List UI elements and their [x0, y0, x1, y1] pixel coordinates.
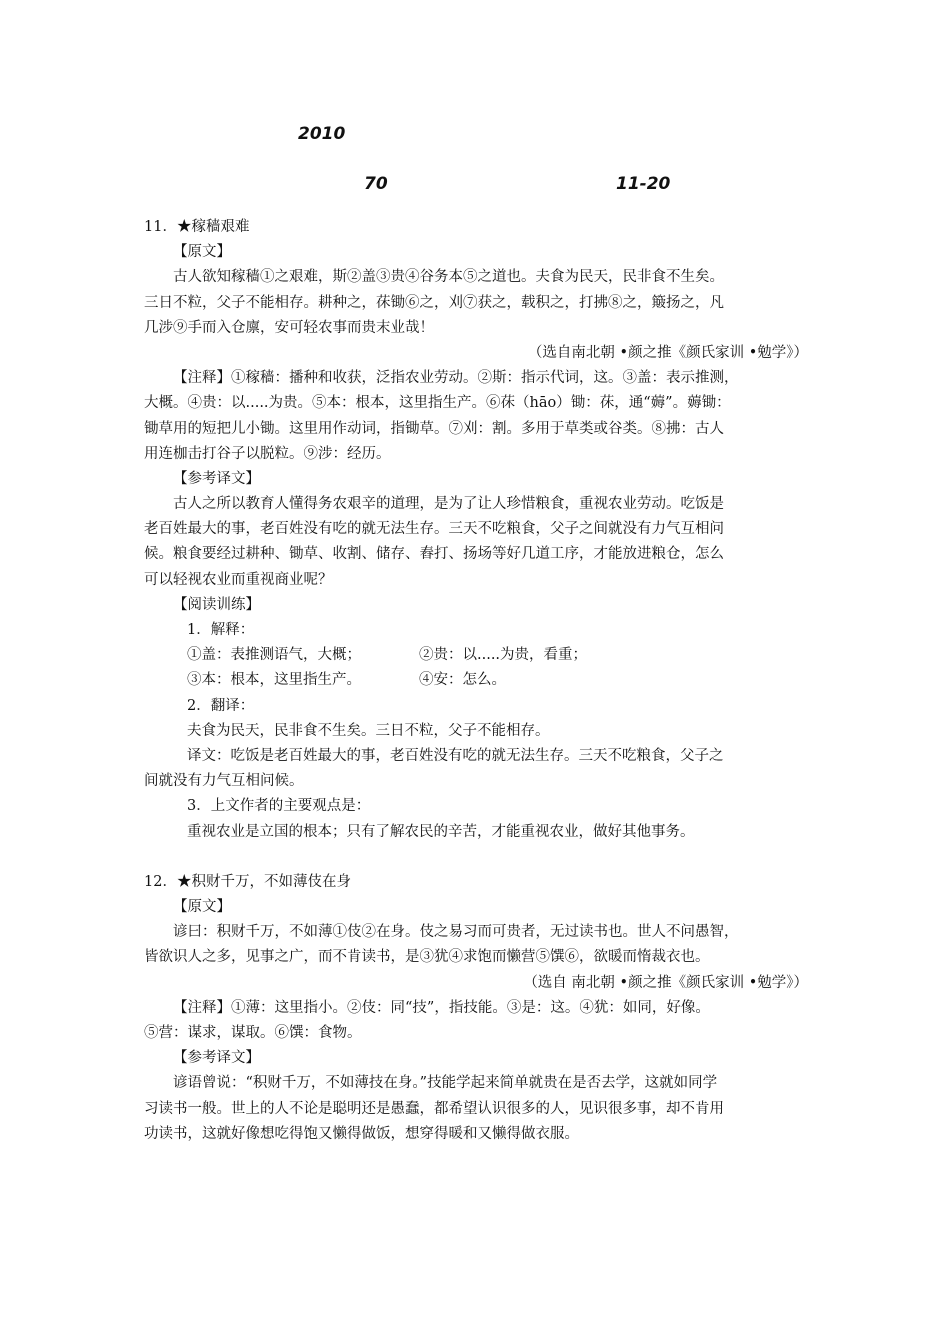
question-1-answer-row [144, 668, 808, 693]
section-11-yuanwen-label: 【原文】 [173, 244, 231, 261]
section-11-training-label: 【阅读训练】 [173, 596, 260, 613]
section-12-notes-line: ⑤营：谋求，谋取。⑥馔：食物。 [144, 1025, 362, 1041]
question-2-answer-line: 译文：吃饭是老百姓最大的事，老百姓没有吃的就无法生存。三天不吃粮食，父子之 [187, 747, 724, 764]
section-12-yuanwen-label: 【原文】 [173, 899, 231, 916]
section-11-notes-line: 锄草用的短把儿小锄。这里用作动词，指锄草。⑦刈：割。多用于草类或谷类。⑧拂：古人 [144, 420, 724, 437]
section-11-translation-line: 可以轻视农业而重视商业呢？ [144, 571, 333, 588]
section-12-source: （选自 南北朝 •颜之推《颜氏家训 •勉学》） [523, 974, 808, 991]
section-11-title: 11．★稼穑艰难 [144, 219, 250, 235]
section-12-yuanwen-line: 皆欲识人之多，见事之广，而不肯读书，是③犹④求饱而懒营⑤馔⑥，欲暖而惰裁衣也。 [144, 949, 710, 966]
section-12-translation-label: 【参考译文】 [173, 1050, 260, 1067]
section-11-translation-line: 古人之所以教育人懂得务农艰辛的道理，是为了让人珍惜粮食，重视农业劳动。吃饭是 [173, 496, 724, 513]
section-11-translation-line: 老百姓最大的事，老百姓没有吃的就无法生存。三天不吃粮食，父子之间就没有力气互相问 [144, 521, 724, 538]
section-12-yuanwen-line: 谚曰：积财千万，不如薄①伎②在身。伎之易习而可贵者，无过读书也。世人不问愚智， [173, 924, 739, 941]
header-count: 70 [364, 174, 388, 194]
question-2-answer-line: 间就没有力气互相问候。 [144, 773, 304, 790]
header-range: 11-20 [616, 174, 671, 194]
section-12-translation-line: 谚语曾说：“积财千万，不如薄技在身。”技能学起来简单就贵在是否去学，这就如同学 [173, 1075, 718, 1092]
section-12-translation-line: 功读书，这就好像想吃得饱又懒得做饭，想穿得暖和又懒得做衣服。 [144, 1125, 579, 1142]
section-12-notes-line: 【注释】①薄：这里指小。②伎：同“技”，指技能。③是：这。④犹：如同，好像。 [173, 999, 710, 1016]
question-2: 2．翻译： [187, 697, 255, 714]
section-11-translation-line: 候。粮食要经过耕种、锄草、收割、储存、舂打、扬场等好几道工序，才能放进粮仓，怎么 [144, 546, 724, 563]
section-12-translation-line: 习读书一般。世上的人不论是聪明还是愚蠢，都希望认识很多的人，见识很多事，却不肯用 [144, 1100, 724, 1117]
section-11-translation-label: 【参考译文】 [173, 470, 260, 487]
header-year: 2010 [298, 124, 346, 144]
question-1-answer-row [144, 643, 808, 668]
answer-item: ①盖：表推测语气，大概； [187, 647, 361, 664]
section-11-source: （选自南北朝 •颜之推《颜氏家训 •勉学》） [527, 344, 808, 361]
question-3-answer: 重视农业是立国的根本；只有了解农民的辛苦，才能重视农业，做好其他事务。 [187, 823, 695, 840]
answer-item: ④安：怎么。 [419, 672, 506, 689]
document-body [144, 215, 808, 1147]
question-2-text: 夫食为民天，民非食不生矣。三日不粒，父子不能相存。 [187, 722, 550, 739]
section-11-yuanwen-line: 三日不粒，父子不能相存。耕种之，茠锄⑥之，刈⑦获之，载积之，打拂⑧之，簸扬之，凡 [144, 294, 724, 311]
answer-item: ②贵：以.....为贵，看重； [419, 647, 588, 664]
answer-item: ③本：根本，这里指生产。 [187, 672, 361, 689]
section-11-notes-line: 【注释】①稼穑：播种和收获，泛指农业劳动。②斯：指示代词，这。③盖：表示推测， [173, 370, 739, 387]
section-gap [144, 845, 808, 870]
section-11-yuanwen-line: 古人欲知稼穑①之艰难，斯②盖③贵④谷务本⑤之道也。夫食为民天，民非食不生矣。 [173, 269, 724, 286]
section-11-yuanwen-line: 几涉⑨手而入仓廪，安可轻农事而贵末业哉！ [144, 319, 434, 336]
question-1: 1．解释： [187, 622, 255, 638]
section-11-notes-line: 大概。④贵：以.....为贵。⑤本：根本，这里指生产。⑥茠（hāo）锄：茠，通“薅”。薅锄： [144, 395, 731, 412]
question-3: 3．上文作者的主要观点是： [187, 798, 371, 815]
section-11-notes-line: 用连枷击打谷子以脱粒。⑨涉：经历。 [144, 445, 391, 462]
section-12-title: 12．★积财千万，不如薄伎在身 [144, 873, 351, 890]
